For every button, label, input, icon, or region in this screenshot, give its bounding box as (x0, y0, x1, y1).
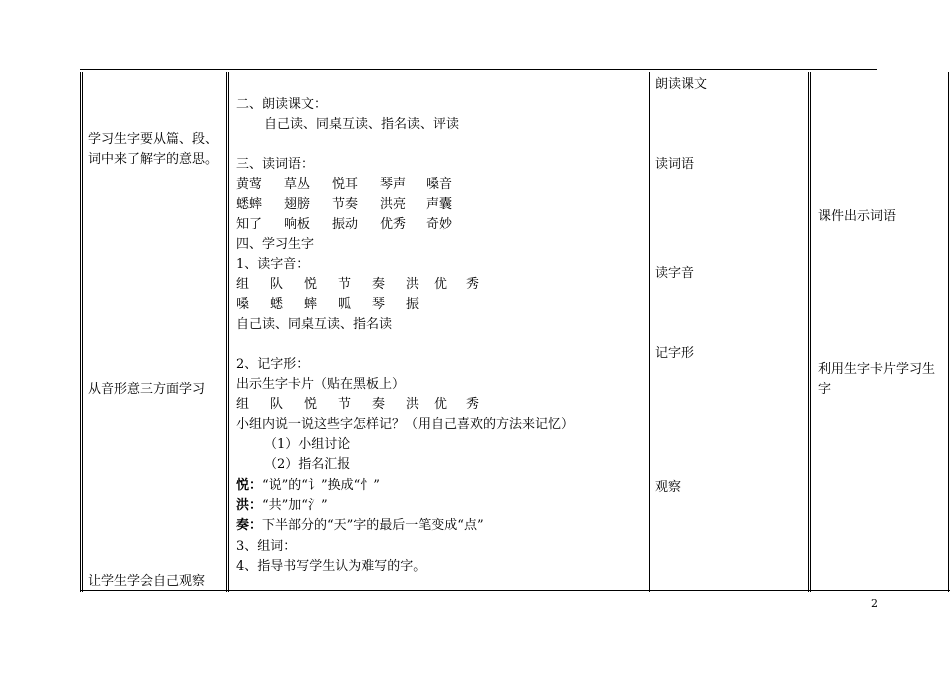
mnemonic-hong (236, 496, 328, 516)
char: 队 (270, 277, 284, 292)
word: 振动 (332, 217, 359, 232)
word: 知了 (236, 217, 263, 232)
word: 声囊 (426, 197, 453, 212)
step-1: （1）小组讨论 (264, 437, 351, 452)
word: 琴声 (380, 177, 407, 192)
char: 蟋 (270, 297, 284, 312)
show-cards: 出示生字卡片（贴在黑板上） (236, 377, 406, 392)
step-2: （2）指名汇报 (264, 457, 351, 472)
char: 组 (236, 397, 250, 412)
char: 组 (236, 277, 250, 292)
section-3-title: 三、读词语： (236, 157, 315, 172)
mnemonic-label: 悦： (236, 478, 263, 493)
char: 琴 (372, 297, 386, 312)
mnemonic-yue (236, 476, 380, 496)
word: 悦耳 (332, 177, 359, 192)
group-prompt: 小组内说一说这些字怎样记？（用自己喜欢的方法来记忆） (236, 417, 575, 432)
char: 优 (434, 277, 448, 292)
char: 队 (270, 397, 284, 412)
char: 秀 (466, 397, 480, 412)
mnemonic-text: “说”的“讠”换成“忄” (262, 478, 380, 493)
word: 节奏 (332, 197, 359, 212)
char: 悦 (304, 277, 318, 292)
table-top-rule (80, 69, 877, 70)
section-4-1: 1、读字音： (236, 257, 310, 272)
char: 洪 (406, 277, 420, 292)
section-4-4: 4、指导书写学生认为难写的字。 (236, 559, 427, 574)
char: 奏 (372, 277, 386, 292)
left-note-1: 学习生字要从篇、段、词中来了解字的意思。 (88, 132, 219, 167)
char: 奏 (372, 397, 386, 412)
student-activity-3: 读字音 (655, 266, 695, 281)
word: 蟋蟀 (236, 197, 263, 212)
word: 嗓音 (426, 177, 453, 192)
char: 节 (338, 277, 352, 292)
media-note-2: 利用生字卡片学习生字 (818, 362, 936, 397)
table-col-divider-2 (649, 72, 650, 592)
student-activity-4: 记字形 (655, 346, 695, 361)
left-note-2: 从音形意三方面学习 (88, 382, 206, 397)
section-4-2: 2、记字形： (236, 357, 310, 372)
char: 优 (434, 397, 448, 412)
section-2-body: 自己读、同桌互读、指名读、评读 (264, 117, 460, 132)
char: 蟀 (304, 297, 318, 312)
word: 草丛 (284, 177, 311, 192)
student-activity-1: 朗读课文 (655, 77, 708, 92)
char: 悦 (304, 397, 318, 412)
table-right-border (948, 72, 949, 592)
char: 振 (406, 297, 420, 312)
char: 嗓 (236, 297, 250, 312)
word: 优秀 (380, 217, 407, 232)
char: 呱 (338, 297, 352, 312)
table-bottom-rule (80, 590, 950, 591)
media-note-1: 课件出示词语 (818, 209, 897, 224)
student-activity-5: 观察 (655, 480, 682, 495)
word: 奇妙 (426, 217, 453, 232)
table-col-divider-1 (226, 72, 229, 592)
table-left-border (80, 72, 83, 592)
page-number: 2 (871, 597, 878, 610)
left-note-3: 让学生学会自己观察 (88, 574, 206, 589)
section-4-3: 3、组词： (236, 539, 297, 554)
char: 洪 (406, 397, 420, 412)
student-activity-2: 读词语 (655, 157, 695, 172)
word: 洪亮 (380, 197, 407, 212)
mnemonic-text: “共”加“氵” (262, 498, 328, 513)
char: 秀 (466, 277, 480, 292)
mnemonic-label: 洪： (236, 498, 263, 513)
word: 响板 (284, 217, 311, 232)
section-4-title: 四、学习生字 (236, 237, 315, 252)
mnemonic-label: 奏： (236, 518, 263, 533)
table-col-divider-3 (808, 72, 811, 592)
section-4-1-method: 自己读、同桌互读、指名读 (236, 317, 393, 332)
section-2-title: 二、朗读课文： (236, 97, 328, 112)
word: 翅膀 (284, 197, 311, 212)
char: 节 (338, 397, 352, 412)
mnemonic-text: 下半部分的“天”字的最后一笔变成“点” (262, 518, 484, 533)
mnemonic-zou (236, 516, 484, 536)
word: 黄莺 (236, 177, 263, 192)
